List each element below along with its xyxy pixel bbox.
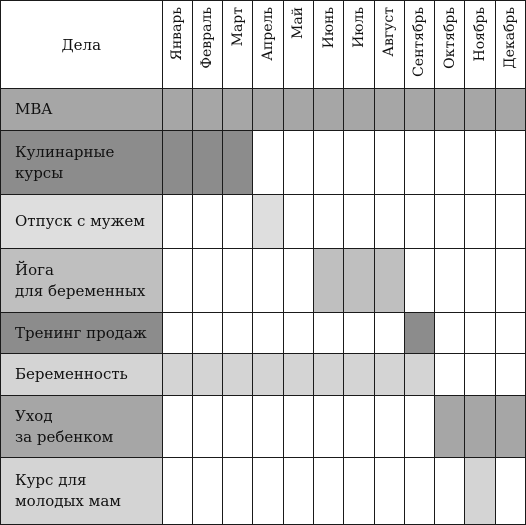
month-cell (223, 458, 253, 525)
task-rows (1, 89, 526, 525)
month-cell (435, 89, 465, 131)
month-cell (253, 131, 283, 195)
month-cell (192, 195, 222, 249)
month-cell (192, 131, 222, 195)
month-cell (223, 195, 253, 249)
month-cell (495, 249, 525, 313)
month-header-jan: Январь (162, 1, 192, 89)
month-cell (404, 354, 434, 396)
task-row (1, 195, 526, 249)
month-cell (374, 354, 404, 396)
month-cell (313, 313, 343, 354)
month-cell (283, 458, 313, 525)
month-cell (223, 89, 253, 131)
month-cell (253, 89, 283, 131)
month-cell (374, 89, 404, 131)
task-label: Курс для молодых мам (1, 458, 163, 525)
month-cell (313, 354, 343, 396)
month-cell (283, 195, 313, 249)
month-cell (435, 396, 465, 458)
task-row (1, 249, 526, 313)
month-cell (253, 396, 283, 458)
month-cell (344, 396, 374, 458)
month-cell (192, 249, 222, 313)
month-cell (192, 396, 222, 458)
month-cell (465, 354, 495, 396)
month-cell (283, 249, 313, 313)
month-header-sep: Сентябрь (404, 1, 434, 89)
month-cell (404, 195, 434, 249)
task-label: Йога для беременных (1, 249, 163, 313)
month-cell (435, 354, 465, 396)
month-cell (223, 131, 253, 195)
task-row (1, 458, 526, 525)
header-row (1, 1, 526, 89)
month-cell (344, 458, 374, 525)
month-cell (495, 458, 525, 525)
month-cell (344, 195, 374, 249)
month-cell (223, 396, 253, 458)
month-cell (283, 313, 313, 354)
month-cell (162, 89, 192, 131)
month-cell (465, 396, 495, 458)
task-label: Тренинг продаж (1, 313, 163, 354)
month-header-jun: Июнь (313, 1, 343, 89)
month-cell (344, 313, 374, 354)
month-cell (344, 131, 374, 195)
task-row (1, 313, 526, 354)
month-cell (253, 313, 283, 354)
month-cell (313, 131, 343, 195)
month-cell (162, 249, 192, 313)
month-cell (495, 396, 525, 458)
month-cell (313, 458, 343, 525)
month-cell (404, 89, 434, 131)
month-cell (192, 458, 222, 525)
task-row (1, 354, 526, 396)
month-cell (495, 313, 525, 354)
month-cell (223, 249, 253, 313)
month-cell (404, 131, 434, 195)
month-cell (465, 195, 495, 249)
month-cell (465, 89, 495, 131)
month-cell (162, 195, 192, 249)
month-cell (374, 195, 404, 249)
month-cell (465, 131, 495, 195)
month-cell (283, 131, 313, 195)
month-cell (162, 396, 192, 458)
month-cell (283, 396, 313, 458)
task-label: Беременность (1, 354, 163, 396)
month-header-mar: Март (223, 1, 253, 89)
month-cell (465, 249, 495, 313)
month-cell (253, 195, 283, 249)
task-row (1, 89, 526, 131)
month-cell (223, 313, 253, 354)
month-cell (253, 249, 283, 313)
month-cell (344, 249, 374, 313)
month-header-oct: Октябрь (435, 1, 465, 89)
month-cell (404, 396, 434, 458)
month-cell (374, 131, 404, 195)
month-cell (162, 458, 192, 525)
month-cell (495, 89, 525, 131)
month-cell (313, 396, 343, 458)
month-cell (253, 458, 283, 525)
month-cell (435, 313, 465, 354)
month-cell (374, 458, 404, 525)
month-header-apr: Апрель (253, 1, 283, 89)
month-header-dec: Декабрь (495, 1, 525, 89)
month-cell (192, 354, 222, 396)
month-cell (223, 354, 253, 396)
task-label: MBA (1, 89, 163, 131)
month-cell (374, 249, 404, 313)
month-header-may: Май (283, 1, 313, 89)
month-header-jul: Июль (344, 1, 374, 89)
month-cell (404, 249, 434, 313)
month-cell (465, 458, 495, 525)
task-label: Кулинарные курсы (1, 131, 163, 195)
month-cell (344, 354, 374, 396)
month-cell (344, 89, 374, 131)
month-cell (435, 195, 465, 249)
month-cell (283, 354, 313, 396)
month-cell (404, 458, 434, 525)
month-cell (283, 89, 313, 131)
month-cell (192, 89, 222, 131)
month-cell (404, 313, 434, 354)
month-cell (435, 458, 465, 525)
month-header-feb: Февраль (192, 1, 222, 89)
month-cell (192, 313, 222, 354)
month-cell (465, 313, 495, 354)
month-header-aug: Август (374, 1, 404, 89)
month-cell (495, 195, 525, 249)
month-cell (253, 354, 283, 396)
month-cell (435, 249, 465, 313)
month-cell (374, 396, 404, 458)
task-label: Уход за ребенком (1, 396, 163, 458)
month-cell (162, 131, 192, 195)
month-cell (495, 131, 525, 195)
month-cell (374, 313, 404, 354)
task-row (1, 131, 526, 195)
month-cell (313, 195, 343, 249)
month-cell (162, 354, 192, 396)
month-cell (313, 89, 343, 131)
task-label: Отпуск с мужем (1, 195, 163, 249)
month-cell (435, 131, 465, 195)
task-row (1, 396, 526, 458)
month-cell (313, 249, 343, 313)
month-header-nov: Ноябрь (465, 1, 495, 89)
task-column-header: Дела (1, 1, 163, 89)
month-cell (162, 313, 192, 354)
month-cell (495, 354, 525, 396)
